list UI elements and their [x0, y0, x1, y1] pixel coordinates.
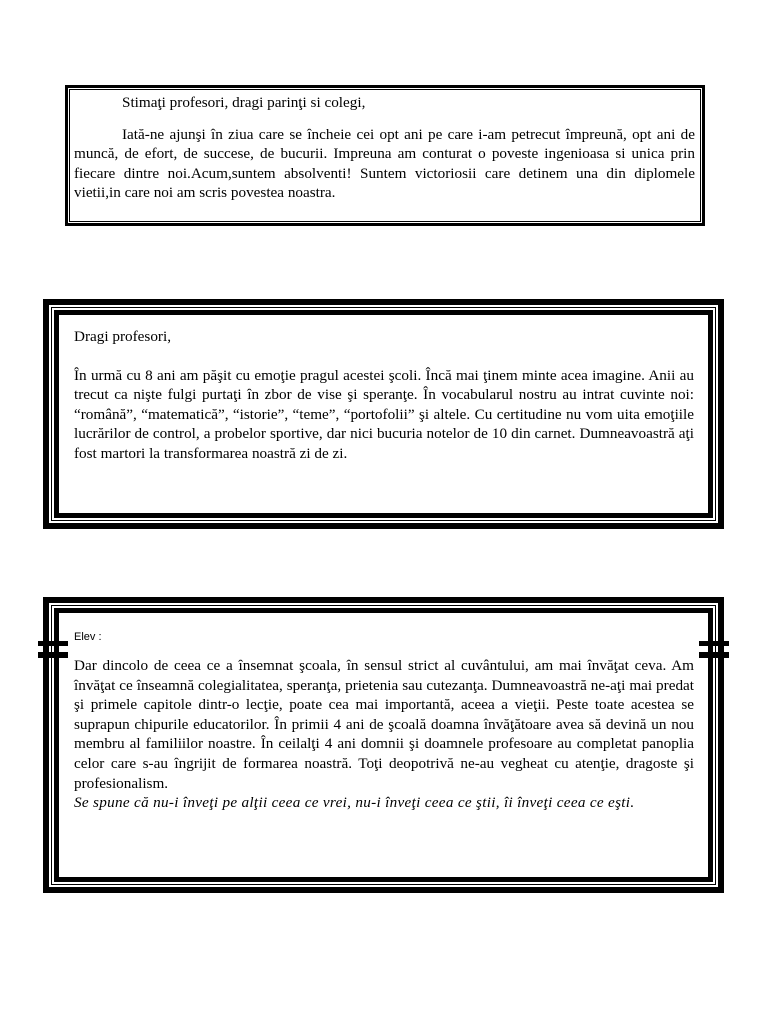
box3-quote: Se spune că nu-i înveţi pe alţii ceea ce vrei, nu-i înveţi ceea ce ştii, îi înveţi ceea ce eşti.	[74, 794, 635, 812]
box3-text	[74, 631, 694, 813]
speaker-label: Elev :	[74, 631, 102, 643]
frame-tab-right-top	[699, 641, 729, 646]
box1-greeting: Stimaţi profesori, dragi parinţi si colegi,	[122, 94, 366, 111]
box2-text	[74, 327, 694, 464]
box1-body: Iată-ne ajunşi în ziua care se încheie cei opt ani pe care i-am petrecut împreună, opt ani de muncă, de efort, de succese, de bucurii. Impreuna am conturat o poveste ingenioasa si unica prin fiecare dintre noi.Acum,suntem absolventi! Suntem victoriosii care detinem una din diplomele vietii,in care noi am scris povestea noastra.	[74, 125, 695, 202]
box1-text	[74, 93, 695, 203]
box2-greeting: Dragi profesori,	[74, 328, 171, 345]
frame-tab-left-bottom	[38, 652, 68, 658]
speech-box-3	[43, 597, 724, 893]
greeting-box-2	[43, 299, 724, 529]
box2-body: În urmă cu 8 ani am păşit cu emoţie pragul acestei şcoli. Încă mai ţinem minte acea imagine. Anii au trecut ca nişte fulgi purtaţi în zbor de vise şi speranţe. În vocabularul nostru au intrat cuvinte noi: “română”, “matematică”, “istorie”, “teme”, “portofolii” şi altele. Cu certitudine nu vom uita emoţiile lucrărilor de control, a probelor sportive, dar nici bucuria notelor de 10 din carnet. Dumneavoastră aţi fost martori la transformarea noastră zi de zi.	[74, 366, 694, 462]
greeting-box-1	[65, 85, 705, 226]
frame-tab-left-top	[38, 641, 68, 646]
frame-tab-right-bottom	[699, 652, 729, 658]
box3-body: Dar dincolo de ceea ce a însemnat şcoala, în sensul strict al cuvântului, am mai învăţat ceva. Am învăţat ce înseamnă colegialitatea, speranţa, prietenia sau cutezanţa. Dumneavoastră ne-aţi mai predat şi primele capitole dintr-o lecţie, poate cea mai importantă, aceea a vieţii. Peste toate acestea se suprapun chipurile educatorilor. În primii 4 ani de şcoală doamna învăţătoare avea să devină un nou membru al familiilor noastre. În ceilalţi 4 ani domnii şi doamnele profesoare au completat panoplia celor care s-au îngrijit de formarea noastră. Toţi deopotrivă ne-au vegheat cu atenţie, dragoste şi profesionalism.	[74, 657, 694, 792]
